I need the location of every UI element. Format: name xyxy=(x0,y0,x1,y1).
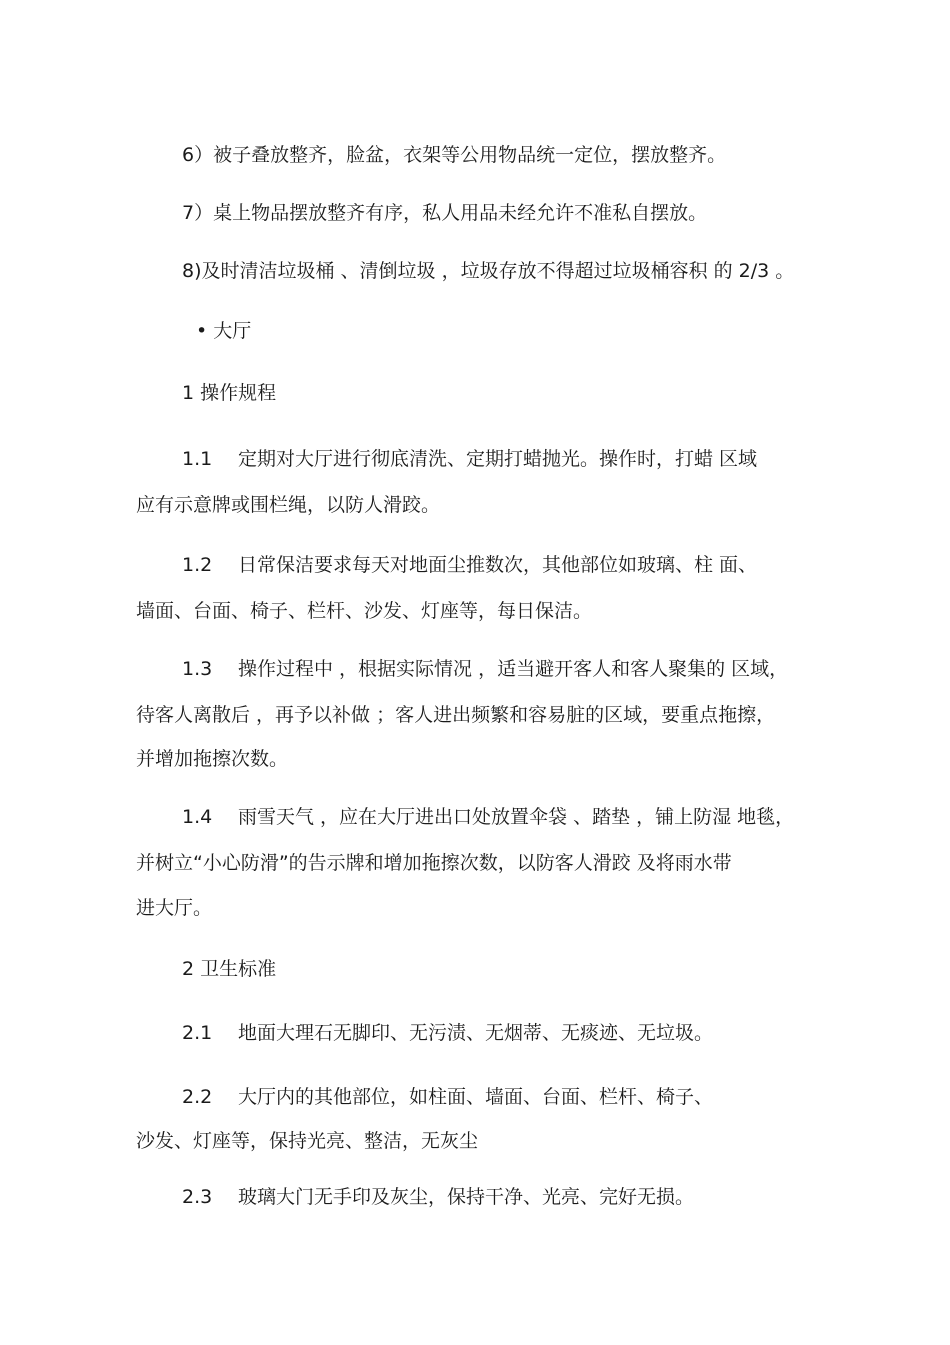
clause-2-1 xyxy=(182,1020,826,1046)
clause-1-4-line-2: 并树立“小心防滑”的告示牌和增加拖擦次数，以防客人滑跤 及将雨水带 xyxy=(136,852,732,874)
clause-text: 日常保洁要求每天对地面尘推数次，其他部位如玻璃、柱 面、 xyxy=(238,554,758,576)
clause-number: 1.3 xyxy=(182,658,213,680)
clause-1-3-line-3: 并增加拖擦次数。 xyxy=(136,748,289,770)
item-6: 6）被子叠放整齐，脸盆，衣架等公用物品统一定位，摆放整齐。 xyxy=(182,144,727,166)
clause-text: 大厅内的其他部位，如柱面、墙面、台面、栏杆、椅子、 xyxy=(238,1086,714,1108)
clause-number: 2.3 xyxy=(182,1186,213,1208)
clause-text: 地面大理石无脚印、无污渍、无烟蒂、无痰迹、无垃圾。 xyxy=(238,1022,714,1044)
clause-2-2-line-1 xyxy=(182,1084,826,1110)
clause-2-2-line-2: 沙发、灯座等，保持光亮、整洁，无灰尘 xyxy=(136,1130,479,1152)
clause-text: 定期对大厅进行彻底清洗、定期打蜡抛光。操作时，打蜡 区域 xyxy=(238,448,758,470)
subheading-procedures: 1 操作规程 xyxy=(182,382,277,404)
clause-text: 操作过程中 ，根据实际情况 ，适当避开客人和客人聚集的 区域， xyxy=(238,658,789,680)
clause-number: 2.2 xyxy=(182,1086,213,1108)
item-8: 8)及时清洁垃圾桶 、清倒垃圾 ，垃圾存放不得超过垃圾桶容积 的 2/3 。 xyxy=(182,260,795,282)
clause-1-1-line-2: 应有示意牌或围栏绳，以防人滑跤。 xyxy=(136,494,441,516)
clause-text: 玻璃大门无手印及灰尘，保持干净、光亮、完好无损。 xyxy=(238,1186,695,1208)
clause-1-3-line-2: 待客人离散后 ，再予以补做 ；客人进出频繁和容易脏的区域，要重点拖擦， xyxy=(136,704,776,726)
clause-number: 1.4 xyxy=(182,806,213,828)
clause-1-4-line-1 xyxy=(182,804,826,830)
section-heading-lobby: • 大厅 xyxy=(196,320,252,342)
item-7: 7）桌上物品摆放整齐有序，私人用品未经允许不准私自摆放。 xyxy=(182,202,708,224)
clause-1-2-line-1 xyxy=(182,552,826,578)
clause-text: 雨雪天气 ，应在大厅进出口处放置伞袋 、踏垫 ，铺上防湿 地毯， xyxy=(238,806,795,828)
clause-number: 1.1 xyxy=(182,448,213,470)
clause-1-3-line-1 xyxy=(182,656,826,682)
clause-2-3 xyxy=(182,1184,826,1210)
clause-1-1-line-1 xyxy=(182,446,826,472)
clause-1-4-line-3: 进大厅。 xyxy=(136,897,213,919)
clause-number: 1.2 xyxy=(182,554,213,576)
clause-number: 2.1 xyxy=(182,1022,213,1044)
subheading-hygiene-standards: 2 卫生标准 xyxy=(182,958,277,980)
clause-1-2-line-2: 墙面、台面、椅子、栏杆、沙发、灯座等，每日保洁。 xyxy=(136,600,593,622)
